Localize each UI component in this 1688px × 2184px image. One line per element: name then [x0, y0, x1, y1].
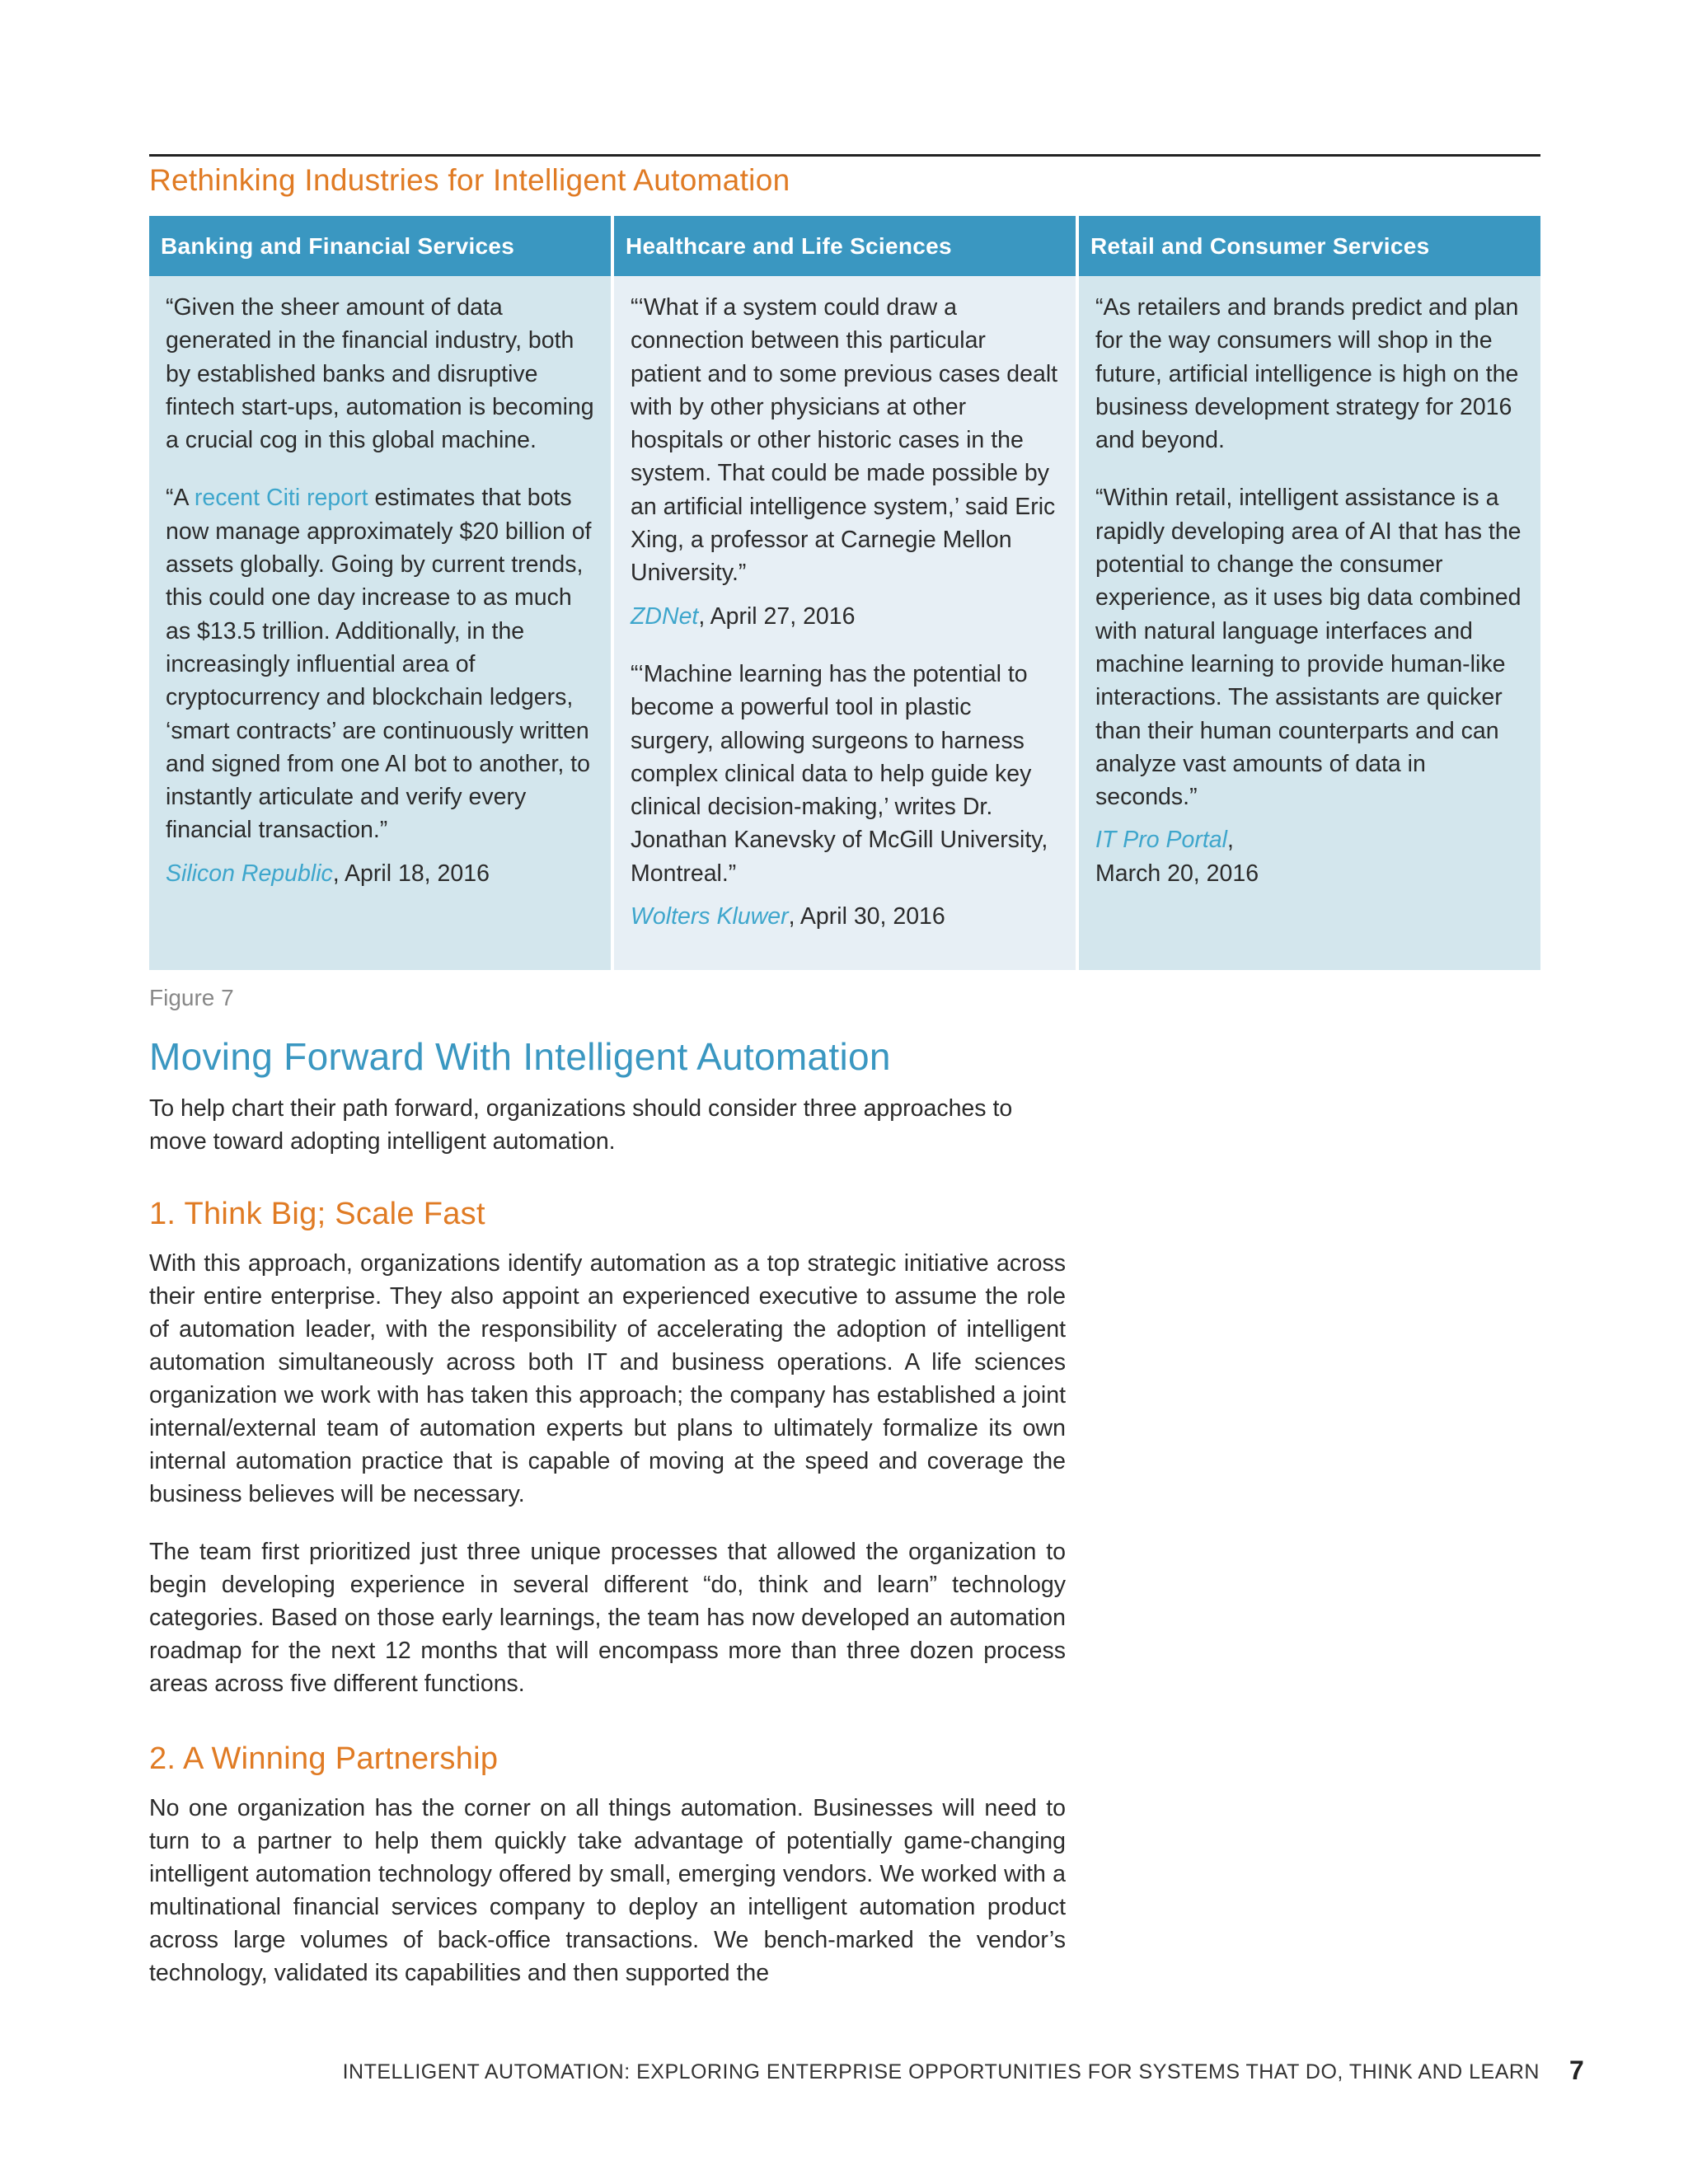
- figure-label: Figure 7: [149, 985, 234, 1010]
- body-paragraph: With this approach, organizations identify automation as a top strategic initiative across their entire enterprise. They also appoint an experienced executive to assume the role of automation leader, with the responsibility of accelerating the adoption of intelligent automation simultaneously across both IT and business operations. A life sciences organization we work with has taken this approach; the company has established a joint internal/external team of automation experts but plans to ultimately formalize its own internal automation practice that is capable of moving at the speed and coverage the business believes will be necessary.: [149, 1250, 1066, 1507]
- column-header: Retail and Consumer Services: [1079, 216, 1540, 276]
- quote-paragraph: “‘Machine learning has the potential to become a powerful tool in plastic surgery, allowing surgeons to harness complex clinical data to help guide key clinical decision-making,’ writes Dr. Jonathan Kanevsky of McGill University, Montreal.”: [631, 660, 1048, 887]
- column-retail: [1079, 216, 1540, 970]
- quote-paragraph: [166, 481, 594, 846]
- body-paragraph: No one organization has the corner on all things automation. Businesses will need to turn to a partner to help them quickly take advantage of potentially game-changing intelligent automation technology offered by small, emerging vendors. We worked with a multinational financial services company to deploy an intelligent automation product across large volumes of back-office transactions. We bench-marked the vendor’s technology, validated its capabilities and then supported the: [149, 1795, 1066, 1986]
- quote-paragraph: “As retailers and brands predict and plan for the way consumers will shop in the future, artificial intelligence is high on the business development strategy for 2016 and beyond.: [1095, 294, 1519, 454]
- source-date: ,: [1226, 827, 1234, 854]
- section-heading: Moving Forward With Intelligent Automation: [149, 1035, 891, 1078]
- source-date: , April 27, 2016: [698, 602, 856, 630]
- subsection-heading: 1. Think Big; Scale Fast: [149, 1197, 485, 1231]
- intro-paragraph: To help chart their path forward, organizations should consider three approaches to move toward adopting intelligent automation.: [149, 1095, 1013, 1155]
- column-body: [614, 276, 1076, 970]
- source-date: , April 30, 2016: [788, 903, 945, 930]
- source-citation: [631, 600, 1059, 633]
- source-citation: [1095, 823, 1524, 890]
- column-header: Healthcare and Life Sciences: [614, 216, 1076, 276]
- figure-top-rule: [149, 154, 1540, 157]
- column-banking: [149, 216, 611, 970]
- quote-paragraph: “Given the sheer amount of data generated in the financial industry, both by established banks and disruptive fintech start-ups, automation is becoming a crucial cog in this global machine.: [166, 294, 594, 454]
- column-healthcare: [614, 216, 1076, 970]
- source-link[interactable]: ZDNet: [631, 602, 699, 630]
- source-link[interactable]: IT Pro Portal: [1095, 827, 1227, 854]
- source-link[interactable]: Wolters Kluwer: [631, 903, 789, 930]
- quote-paragraph: “‘What if a system could draw a connection between this particular patient and to some previous cases dealt with by other physicians at other hospitals or other historic cases in the system. That could be made possible by an artificial intelligence system,’ said Eric Xing, a professor at Carnegie Mellon University.”: [631, 294, 1058, 587]
- page-number: 7: [1569, 2055, 1584, 2085]
- section2-body: [149, 1792, 1066, 1990]
- quote-text: “A: [166, 485, 195, 512]
- intro-text: [149, 1092, 1066, 1158]
- figure-title: Rethinking Industries for Intelligent Automation: [149, 163, 790, 197]
- body-paragraph: The team first prioritized just three unique processes that allowed the organization to begin developing experience in several different “do, think and learn” technology categories. Based on those early learnings, the team has now developed an automation roadmap for the next 12 months that will encompass more than three dozen process areas across five different functions.: [149, 1539, 1066, 1697]
- running-footer: INTELLIGENT AUTOMATION: EXPLORING ENTERPRISE OPPORTUNITIES FOR SYSTEMS THAT DO, THINK AND LEARN: [342, 2060, 1540, 2083]
- column-header: Banking and Financial Services: [149, 216, 611, 276]
- source-link[interactable]: Silicon Republic: [166, 860, 333, 887]
- quote-text: estimates that bots now manage approximately $20 billion of assets globally. Going by current trends, this could one day increase to as much as $13.5 trillion. Additionally, in the increasingly influential area of cryptocurrency and blockchain ledgers, ‘smart contracts’ are continuously written and signed from one AI bot to another, to instantly articulate and verify every financial transaction.”: [166, 485, 592, 844]
- citi-report-link[interactable]: recent Citi report: [194, 485, 368, 512]
- column-body: [149, 276, 611, 970]
- industries-table: [149, 216, 1540, 970]
- source-date: March 20, 2016: [1095, 860, 1259, 887]
- source-citation: [631, 900, 1059, 933]
- source-date: , April 18, 2016: [332, 860, 490, 887]
- column-body: [1079, 276, 1540, 970]
- subsection-heading: 2. A Winning Partnership: [149, 1741, 499, 1776]
- quote-paragraph: “Within retail, intelligent assistance is a rapidly developing area of AI that has the potential to change the consumer experience, as it uses big data combined with natural language interfaces and machine learning to provide human-like interactions. The assistants are quicker than their human counterparts and can analyze vast amounts of data in seconds.”: [1095, 485, 1522, 811]
- source-citation: [166, 857, 594, 890]
- section1-body: [149, 1247, 1066, 1700]
